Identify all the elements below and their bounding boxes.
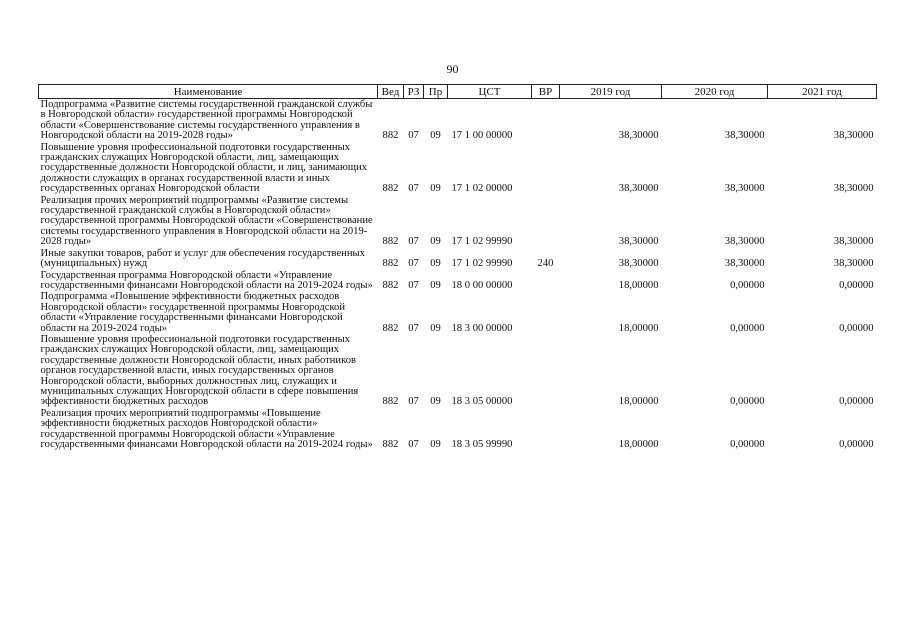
row-vr [532, 334, 560, 408]
row-2019: 18,00000 [618, 279, 659, 291]
row-2020: 38,30000 [724, 183, 765, 195]
row-cst: 18 3 05 00000 [451, 396, 513, 408]
header-2020: 2020 год [662, 85, 768, 99]
row-2019: 38,30000 [618, 258, 659, 270]
row-2019: 18,00000 [618, 396, 659, 408]
row-vr [532, 291, 560, 334]
row-2020: 0,00000 [730, 279, 765, 291]
row-2019: 38,30000 [618, 130, 659, 142]
row-rz: 07 [408, 396, 419, 408]
table-row [39, 334, 877, 408]
header-cst: ЦСТ [448, 85, 532, 99]
row-cst: 17 1 02 00000 [451, 183, 513, 195]
row-vr [532, 142, 560, 195]
row-2020: 38,30000 [724, 236, 765, 248]
row-vr: 240 [537, 258, 554, 270]
row-2019: 18,00000 [618, 439, 659, 450]
row-name: Подпрограмма «Развитие системы государственной гражданской службы в Новгородской области» государственной программы Новгородской области «Совершенствование системы государственного управления в Новгородской области на 2019-2028 годы» [40, 99, 373, 142]
row-2020: 38,30000 [724, 130, 765, 142]
row-vr [532, 270, 560, 292]
row-pr: 09 [430, 258, 441, 270]
row-pr: 09 [430, 439, 441, 450]
row-name: Подпрограмма «Повышение эффективности бюджетных расходов Новгородской области» государственной программы Новгородской области «Управление государственными финансами Новгородской области на 2019-2024 годы» [40, 291, 346, 334]
header-ved: Вед [378, 85, 404, 99]
row-2021: 0,00000 [839, 439, 874, 450]
row-pr: 09 [430, 236, 441, 248]
table-row [39, 291, 877, 334]
row-cst: 17 1 00 00000 [451, 130, 513, 142]
budget-table [38, 84, 877, 450]
row-name: Реализация прочих мероприятий подпрограммы «Развитие системы государственной гражданской службы в Новгородской области» государственной программы Новгородской области «Совершенствование системы государственного управления в Новгородской области на 2019-2028 годы» [40, 194, 373, 248]
row-pr: 09 [430, 130, 441, 142]
row-name: Повышение уровня профессиональной подготовки государственных гражданских служащих Новгородской области, лиц, замещающих государственные должности Новгородской области, и лиц, занимающих должности служащих в органах государственной власти и иных государственных органах Новгородской области [40, 141, 368, 195]
row-vr [532, 195, 560, 248]
row-vr [532, 99, 560, 142]
row-2020: 38,30000 [724, 258, 765, 270]
row-pr: 09 [430, 183, 441, 195]
row-name: Повышение уровня профессиональной подготовки государственных гражданских служащих Новгородской области, лиц, замещающих государственные должности Новгородской области, иных работников органов государственной власти, иных государственных органов Новгородской области, выборных должностных лиц, служащих и муниципальных служащих Новгородской области в сфере повышения эффективности бюджетных расходов [40, 333, 359, 408]
row-cst: 18 3 05 99990 [451, 439, 513, 450]
row-2021: 38,30000 [833, 130, 874, 142]
row-2020: 0,00000 [730, 396, 765, 408]
row-ved: 882 [382, 396, 399, 408]
row-2019: 18,00000 [618, 322, 659, 334]
table-header-row [39, 85, 877, 99]
header-name: Наименование [39, 85, 378, 99]
header-2021: 2021 год [768, 85, 877, 99]
row-pr: 09 [430, 322, 441, 334]
table-row [39, 270, 877, 292]
row-2021: 0,00000 [839, 279, 874, 291]
row-rz: 07 [408, 279, 419, 291]
row-rz: 07 [408, 439, 419, 450]
row-ved: 882 [382, 439, 399, 450]
row-ved: 882 [382, 130, 399, 142]
row-rz: 07 [408, 258, 419, 270]
row-cst: 17 1 02 99990 [451, 236, 513, 248]
row-name: Иные закупки товаров, работ и услуг для обеспечения государственных (муниципальных) нужд [40, 247, 365, 270]
row-2021: 0,00000 [839, 396, 874, 408]
table-row [39, 195, 877, 248]
row-pr: 09 [430, 279, 441, 291]
row-2021: 0,00000 [839, 322, 874, 334]
row-name: Реализация прочих мероприятий подпрограммы «Повышение эффективности бюджетных расходов Новгородской области» государственной программы Новгородской области «Управление государственными финансами Новгородской области на 2019-2024 годы» [40, 407, 373, 450]
row-rz: 07 [408, 183, 419, 195]
row-2020: 0,00000 [730, 322, 765, 334]
row-ved: 882 [382, 322, 399, 334]
row-pr: 09 [430, 396, 441, 408]
table-row [39, 408, 877, 451]
row-rz: 07 [408, 130, 419, 142]
page-number: 90 [446, 62, 459, 76]
header-rz: РЗ [404, 85, 424, 99]
row-ved: 882 [382, 258, 399, 270]
row-2021: 38,30000 [833, 236, 874, 248]
row-ved: 882 [382, 236, 399, 248]
table-row [39, 248, 877, 270]
row-2020: 0,00000 [730, 439, 765, 450]
row-vr [532, 408, 560, 451]
row-rz: 07 [408, 322, 419, 334]
row-ved: 882 [382, 183, 399, 195]
header-2019: 2019 год [560, 85, 662, 99]
row-name: Государственная программа Новгородской области «Управление государственными финансами Новгородской области на 2019-2024 годы» [40, 269, 373, 291]
row-cst: 18 0 00 00000 [451, 279, 513, 291]
table-row [39, 142, 877, 195]
row-2021: 38,30000 [833, 183, 874, 195]
row-2019: 38,30000 [618, 236, 659, 248]
row-cst: 17 1 02 99990 [451, 258, 513, 270]
header-pr: Пр [424, 85, 448, 99]
row-cst: 18 3 00 00000 [451, 322, 513, 334]
row-ved: 882 [382, 279, 399, 291]
table-row [39, 99, 877, 142]
row-2021: 38,30000 [833, 258, 874, 270]
row-2019: 38,30000 [618, 183, 659, 195]
header-vr: ВР [532, 85, 560, 99]
row-rz: 07 [408, 236, 419, 248]
